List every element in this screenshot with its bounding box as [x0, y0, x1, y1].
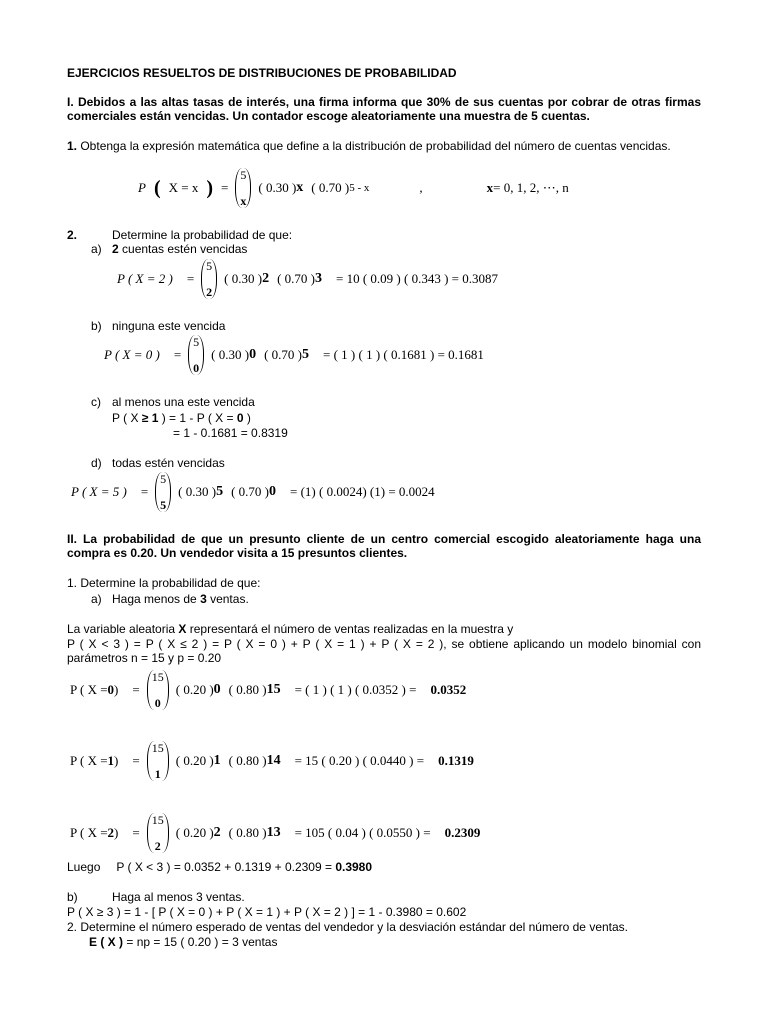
equation-d: P ( X = 5 ) = 5 5 ( 0.30 ) 5 ( 0.70 ) 0 = (1) ( 0.0024) (1) = 0.0024: [71, 472, 435, 512]
equation-a: P ( X = 2 ) = 5 2 ( 0.30 ) 2 ( 0.70 ) 3 = 10 ( 0.09 ) ( 0.343 ) = 0.3087: [117, 259, 498, 299]
eq-general-domain-var: x: [486, 180, 494, 195]
binomial-coefficient: 5 2: [201, 259, 217, 299]
item-b-label: b): [91, 319, 102, 333]
eq-general-close: ): [206, 176, 214, 199]
item-a-label: a): [91, 242, 102, 256]
eq-general-x: X = x: [168, 180, 199, 195]
page-title: EJERCICIOS RESUELTOS DE DISTRIBUCIONES DE PROBABILIDAD: [67, 66, 457, 80]
binomial-coefficient: 15 2: [147, 813, 169, 853]
item-c-line-1: P ( X ≥ 1 ) = 1 - P ( X = 0 ): [112, 411, 251, 425]
equation-x0: P ( X = 0 ) = 15 0 ( 0.20 ) 0 ( 0.80 ) 15 = ( 1 ) ( 1 ) ( 0.0352 ) = 0.0352: [70, 670, 467, 710]
part2-item-b-expression: P ( X ≥ 3 ) = 1 - [ P ( X = 0 ) + P ( X = 1 ) + P ( X = 2 ) ] = 1 - 0.3980 = 0.602: [67, 905, 467, 919]
expected-value-line: E ( X ) = np = 15 ( 0.20 ) = 3 ventas: [89, 935, 278, 949]
item-b-text: ninguna este vencida: [112, 319, 226, 333]
luego-line: Luego P ( X < 3 ) = 0.0352 + 0.1319 + 0.2309 = 0.3980: [67, 860, 373, 874]
question-1-number: 1.: [67, 139, 78, 153]
question-2-text: Determine la probabilidad de que:: [112, 228, 293, 242]
part2-item-a-label: a): [91, 592, 102, 606]
eq-general-open: (: [153, 176, 161, 199]
eq-general-q-term: ( 0.70 ): [311, 180, 350, 195]
eq-general-p: P: [138, 180, 146, 195]
item-d-text: todas estén vencidas: [112, 456, 225, 470]
question-1-text: Obtenga la expresión matemática que define a la distribución de probabilidad del número de cuentas vencidas.: [77, 139, 671, 153]
equation-x1: P ( X = 1 ) = 15 1 ( 0.20 ) 1 ( 0.80 ) 14 = 15 ( 0.20 ) ( 0.0440 ) = 0.1319: [70, 741, 474, 781]
model-description: P ( X < 3 ) = P ( X ≤ 2 ) = P ( X = 0 ) + P ( X = 1 ) + P ( X = 2 ), se obtiene aplicando un modelo binomial con parámetros n = 15 y p = 0.20: [67, 637, 701, 665]
binomial-coefficient: 5 0: [188, 335, 204, 375]
equation-b: P ( X = 0 ) = 5 0 ( 0.30 ) 0 ( 0.70 ) 5 = ( 1 ) ( 1 ) ( 0.1681 ) = 0.1681: [104, 335, 484, 375]
variable-definition: La variable aleatoria X representará el número de ventas realizadas en la muestra y: [67, 622, 514, 636]
eq-general-equals: =: [221, 180, 229, 195]
item-a-text: 2 cuentas estén vencidas: [112, 242, 248, 256]
equation-x2: P ( X = 2 ) = 15 2 ( 0.20 ) 2 ( 0.80 ) 13 = 105 ( 0.04 ) ( 0.0550 ) = 0.2309: [70, 813, 481, 853]
eq-general-domain: = 0, 1, 2, ⋯, n: [493, 180, 569, 195]
problem-1-statement: I. Debidos a las altas tasas de interés, una firma informa que 30% de sus cuentas por cobrar de otras firmas comerciales están vencidas. Un contador escoge aleatoriamente una muestra de 5 cuentas.: [67, 95, 701, 123]
item-d-label: d): [91, 456, 102, 470]
part2-question-2: 2. Determine el número esperado de ventas del vendedor y la desviación estándar del número de ventas.: [67, 920, 629, 934]
eq-general-p-term: ( 0.30 ): [258, 180, 297, 195]
problem-2-statement: II. La probabilidad de que un presunto cliente de un centro comercial escogido aleatoriamente haga una compra es 0.20. Un vendedor visita a 15 presuntos clientes.: [67, 532, 701, 560]
part2-question-1: 1. Determine la probabilidad de que:: [67, 576, 261, 590]
binomial-coefficient: 5 5: [155, 472, 171, 512]
question-1: [67, 139, 701, 153]
question-2-number: 2.: [67, 228, 78, 242]
part2-item-a-text: Haga menos de 3 ventas.: [112, 592, 249, 606]
part2-item-b-text: Haga al menos 3 ventas.: [112, 890, 245, 904]
eq-general-comma: ,: [419, 180, 423, 195]
item-c-text: al menos una este vencida: [112, 395, 255, 409]
binomial-coefficient: 5 x: [235, 168, 251, 208]
equation-general: P ( X = x ) = 5 x ( 0.30 ) x ( 0.70 ) 5 - x , x = 0, 1, 2, ⋯, n: [138, 168, 569, 208]
item-c-line-2: = 1 - 0.1681 = 0.8319: [173, 426, 288, 440]
binomial-coefficient: 15 1: [147, 741, 169, 781]
item-c-label: c): [91, 395, 101, 409]
binomial-coefficient: 15 0: [147, 670, 169, 710]
part2-item-b-label: b): [67, 890, 78, 904]
